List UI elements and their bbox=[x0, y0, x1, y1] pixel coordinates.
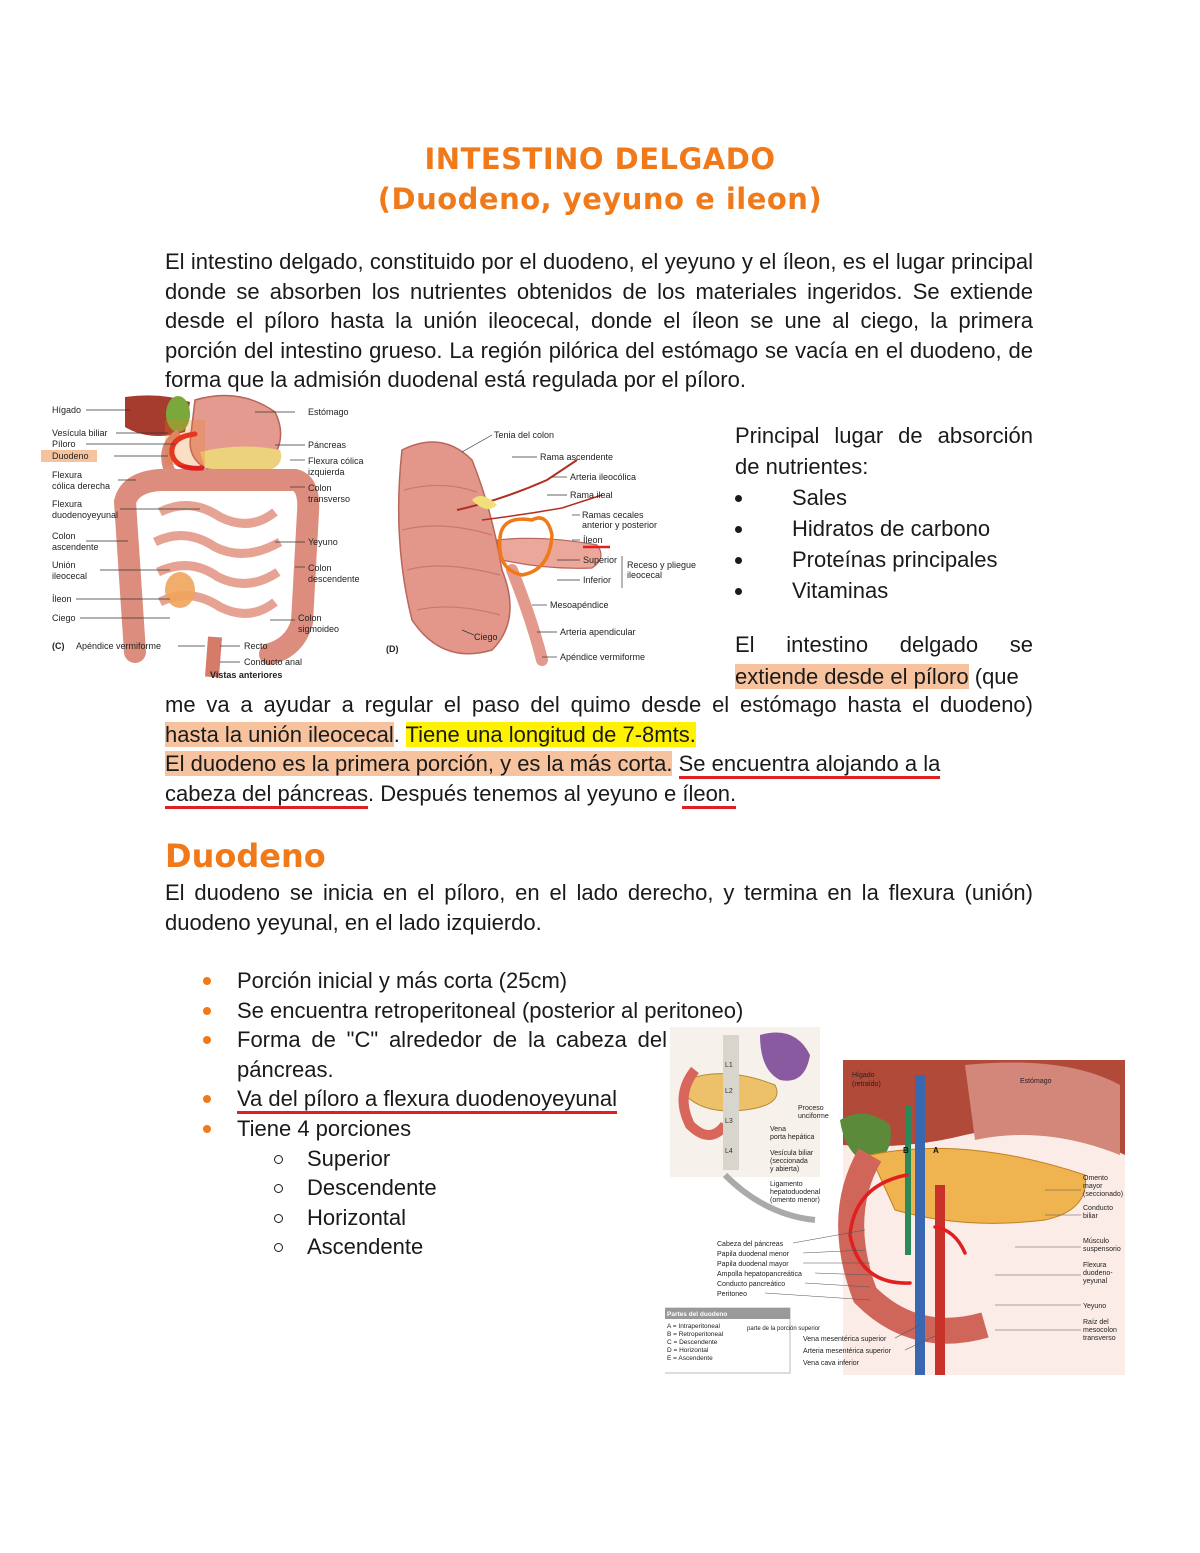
figure-c-illustration bbox=[40, 392, 380, 682]
parts-box-row: E = Ascendente bbox=[667, 1355, 713, 1362]
region-letter: A bbox=[933, 1146, 939, 1155]
fig-c-label: Colon bbox=[52, 531, 76, 541]
fig-c-label: Ciego bbox=[52, 613, 76, 623]
figure-d-illustration bbox=[382, 420, 717, 680]
fig-e-label: Omento bbox=[1083, 1175, 1108, 1182]
fig-c-label: Colon bbox=[308, 563, 332, 573]
vertebra-label: L2 bbox=[725, 1088, 733, 1095]
list-item: Proteínas principales bbox=[735, 544, 1033, 575]
fig-e-label: y abierta) bbox=[770, 1166, 800, 1173]
absorption-box bbox=[735, 420, 1033, 606]
colon-shape bbox=[125, 480, 308, 654]
fig-e-label: Hígado bbox=[852, 1072, 875, 1079]
parts-box-note: parte de la porción superior bbox=[747, 1326, 821, 1332]
fig-d-label: Superior bbox=[583, 555, 618, 565]
fig-e-label: biliar bbox=[1083, 1213, 1098, 1220]
fig-d-label: Ciego bbox=[474, 632, 498, 642]
fig-e-label: Flexura bbox=[1083, 1262, 1107, 1269]
intro-paragraph: El intestino delgado, constituido por el duodeno, el yeyuno y el íleon, es el lugar principal donde se absorben los nutrientes obtenidos de los materiales ingeridos. Se extiende desde el píloro hasta la unión ileocecal, donde el íleon se une al ciego, la primera porción del intestino grueso. La región pilórica del estómago se vacía en el duodeno, de forma que la admisión duodenal está regulada por el píloro. bbox=[165, 249, 1033, 393]
fig-d-label: Ramas cecales bbox=[582, 510, 644, 520]
fig-e-label: Peritoneo bbox=[717, 1291, 747, 1298]
fig-e-label: yeyunal bbox=[1083, 1278, 1108, 1285]
highlight-union: hasta la unión ileocecal bbox=[165, 721, 394, 747]
highlight-extiende: extiende desde el píloro bbox=[735, 664, 969, 689]
underline-alojando: Se encuentra alojando a la bbox=[679, 751, 941, 779]
fig-c-label: descendente bbox=[308, 574, 360, 584]
fig-c-label: Flexura bbox=[52, 499, 83, 509]
list-item: Tiene 4 porciones bbox=[200, 1114, 650, 1144]
fig-e-label: (retraído) bbox=[852, 1081, 881, 1088]
artery-shape bbox=[935, 1185, 945, 1375]
fig-c-label: Unión bbox=[52, 560, 76, 570]
fig-e-label: Yeyuno bbox=[1083, 1303, 1107, 1310]
fig-e-label: Vesícula biliar bbox=[770, 1150, 814, 1157]
fig-e-label: mayor bbox=[1083, 1183, 1103, 1190]
fig-e-label: Papila duodenal menor bbox=[717, 1251, 789, 1258]
list-item: Porción inicial y más corta (25cm) bbox=[200, 966, 650, 996]
section-heading-duodeno: Duodeno bbox=[165, 837, 326, 875]
fig-e-label: porta hepática bbox=[770, 1134, 815, 1141]
fig-e-label: (seccionada bbox=[770, 1158, 808, 1165]
sub-list-item: Horizontal bbox=[200, 1203, 650, 1233]
fig-c-label: sigmoideo bbox=[298, 624, 340, 634]
fig-d-label: Inferior bbox=[583, 575, 612, 585]
fig-e-label: Vena mesentérica superior bbox=[803, 1336, 887, 1343]
absorption-lead: Principal lugar de absorción de nutrientes: bbox=[735, 423, 1033, 479]
circle-bullet-icon bbox=[274, 1214, 283, 1223]
parts-box-row: D = Horizontal bbox=[667, 1347, 709, 1354]
bullet-icon bbox=[203, 1095, 211, 1103]
fig-e-label: Conducto bbox=[1083, 1205, 1113, 1212]
fig-d-label: Arteria apendicular bbox=[560, 627, 636, 637]
underline-cabeza: cabeza del páncreas bbox=[165, 781, 368, 809]
duodeno-intro: El duodeno se inicia en el píloro, en el lado derecho, y termina en la flexura (unión) duodeno yeyunal, en el lado izquierdo. bbox=[165, 880, 1033, 935]
fig-e-label: Vena bbox=[770, 1126, 786, 1133]
fig-e-label: duodeno- bbox=[1083, 1270, 1113, 1277]
fig-e-label: Proceso bbox=[798, 1105, 824, 1112]
fig-d-label: Mesoapéndice bbox=[550, 600, 609, 610]
fig-c-label: Colon bbox=[298, 613, 322, 623]
sub-list-item: Ascendente bbox=[200, 1232, 650, 1262]
fig-e-label: Músculo bbox=[1083, 1238, 1110, 1245]
fig-e-label: Estómago bbox=[1020, 1078, 1052, 1085]
circle-bullet-icon bbox=[274, 1243, 283, 1252]
bullet-icon bbox=[735, 526, 742, 533]
bullet-icon bbox=[203, 1036, 211, 1044]
list-item: Hidratos de carbono bbox=[735, 513, 1033, 544]
fig-e-label: suspensorio bbox=[1083, 1246, 1121, 1253]
bullet-icon bbox=[203, 977, 211, 985]
fig-e-label: Vena cava inferior bbox=[803, 1360, 860, 1367]
parts-box-row: A = Intraperitoneal bbox=[667, 1323, 720, 1330]
figure-e-illustration bbox=[665, 1025, 1135, 1375]
region-letter: B bbox=[903, 1146, 909, 1155]
bile-duct-shape bbox=[905, 1105, 911, 1255]
list-item bbox=[200, 1084, 650, 1114]
fig-d-label: Tenia del colon bbox=[494, 430, 555, 440]
underline-ileon: íleon. bbox=[682, 781, 736, 809]
fig-d-label: anterior y posterior bbox=[582, 520, 658, 530]
extent-paragraph: me va a ayudar a regular el paso del quimo desde el estómago hasta el duodeno) hasta la unión ileocecal. Tiene una longitud de 7-8mts. El duodeno es la primera porción, y es la más corta. Se encuentra alojando a la cabeza del páncreas. Después tenemos al yeyuno e íleon. bbox=[165, 690, 1033, 808]
bullet-icon bbox=[735, 557, 742, 564]
fig-d-label: Apéndice vermiforme bbox=[560, 652, 646, 662]
parts-box-title: Partes del duodeno bbox=[667, 1311, 728, 1318]
circle-bullet-icon bbox=[274, 1184, 283, 1193]
extent-line-1: El intestino delgado se bbox=[735, 632, 1033, 657]
fig-c-label: Páncreas bbox=[308, 440, 347, 450]
fig-c-label: transverso bbox=[308, 494, 351, 504]
fig-d-label: Receso y pliegue bbox=[627, 560, 697, 570]
fig-d-panel: (D) bbox=[386, 644, 399, 654]
list-item: Sales bbox=[735, 482, 1033, 513]
page-subtitle: (Duodeno, yeyuno e ileon) bbox=[377, 182, 823, 216]
fig-c-label: Conducto anal bbox=[244, 657, 303, 667]
fig-c-panel: (C) bbox=[52, 641, 65, 651]
underline-flexura: Va del píloro a flexura duodenoyeyunal bbox=[237, 1086, 617, 1114]
fig-c-label: Estómago bbox=[308, 407, 349, 417]
fig-e-label: Arteria mesentérica superior bbox=[803, 1348, 891, 1355]
bullet-icon bbox=[735, 495, 742, 502]
circle-bullet-icon bbox=[274, 1155, 283, 1164]
fig-c-label: Vesícula biliar bbox=[52, 428, 108, 438]
fig-d-label: ileocecal bbox=[627, 570, 663, 580]
fig-c-label: ascendente bbox=[52, 542, 99, 552]
fig-e-label: transverso bbox=[1083, 1335, 1116, 1342]
fig-e-label: mesocolon bbox=[1083, 1327, 1117, 1334]
fig-c-label: Hígado bbox=[52, 405, 82, 415]
fig-c-label: Recto bbox=[244, 641, 268, 651]
fig-d-label: Íleon bbox=[583, 535, 603, 545]
fig-c-label: Colon bbox=[308, 483, 332, 493]
extent-line-2: extiende desde el píloro (que bbox=[735, 664, 1019, 689]
parts-box-row: B = Retroperitoneal bbox=[667, 1331, 724, 1338]
fig-c-label: ileocecal bbox=[52, 571, 88, 581]
page-title: INTESTINO DELGADO bbox=[424, 142, 776, 176]
fig-c-label: izquierda bbox=[308, 467, 345, 477]
absorption-list bbox=[735, 482, 1033, 606]
parts-box-row: C = Descendente bbox=[667, 1339, 718, 1346]
fig-e-label: Papila duodenal mayor bbox=[717, 1261, 789, 1268]
fig-c-label: Yeyuno bbox=[308, 537, 338, 547]
fig-c-label: Píloro bbox=[52, 439, 76, 449]
bullet-icon bbox=[203, 1125, 211, 1133]
cecum-highlight bbox=[165, 572, 195, 608]
vertebra-label: L3 bbox=[725, 1118, 733, 1125]
bullet-icon bbox=[203, 1007, 211, 1015]
fig-d-label: Arteria ileocólica bbox=[570, 472, 637, 482]
fig-c-label: Íleon bbox=[52, 594, 72, 604]
fig-c-label: cólica derecha bbox=[52, 481, 111, 491]
figure-d-ileocecal bbox=[382, 420, 717, 680]
fig-e-label: Ligamento bbox=[770, 1181, 803, 1188]
fig-c-label: duodenoyeyunal bbox=[52, 510, 119, 520]
fig-e-label: unciforme bbox=[798, 1113, 829, 1120]
fig-e-label: (seccionado) bbox=[1083, 1191, 1124, 1198]
appendix-shape bbox=[512, 570, 542, 660]
sub-list-item: Superior bbox=[200, 1144, 650, 1174]
vertebra-label: L1 bbox=[725, 1062, 733, 1069]
pancreas-shape bbox=[200, 446, 281, 470]
vertebra-label: L4 bbox=[725, 1148, 733, 1155]
fig-e-label: (omento menor) bbox=[770, 1197, 820, 1204]
fig-c-caption: Vistas anteriores bbox=[210, 670, 283, 680]
fig-e-label: Cabeza del páncreas bbox=[717, 1241, 784, 1248]
list-item: Forma de "C" alrededor de la cabeza del páncreas. bbox=[200, 1025, 667, 1084]
fig-c-label: Flexura bbox=[52, 470, 83, 480]
orange-highlight-duodenum bbox=[165, 420, 205, 465]
figure-c-digestive-tract bbox=[40, 392, 380, 682]
fig-c-label: Apéndice vermiforme bbox=[76, 641, 162, 651]
cecum-colon-shape bbox=[399, 442, 510, 654]
fig-e-label: hepatoduodenal bbox=[770, 1189, 821, 1196]
bullet-icon bbox=[735, 588, 742, 595]
fig-e-label: Conducto pancreático bbox=[717, 1281, 786, 1288]
fig-c-label: Flexura cólica bbox=[308, 456, 364, 466]
sub-list-item: Descendente bbox=[200, 1173, 650, 1203]
fig-c-label: Duodeno bbox=[52, 451, 89, 461]
fig-e-label: Ampolla hepatopancreática bbox=[717, 1271, 802, 1278]
fig-d-label: Rama ileal bbox=[570, 490, 613, 500]
fig-d-label: Rama ascendente bbox=[540, 452, 614, 462]
list-item: Vitaminas bbox=[735, 575, 1033, 606]
list-item: Se encuentra retroperitoneal (posterior al peritoneo) bbox=[200, 996, 857, 1026]
fig-e-label: Raíz del bbox=[1083, 1319, 1109, 1326]
highlight-longitud: Tiene una longitud de 7-8mts. bbox=[405, 721, 696, 747]
vein-shape bbox=[915, 1075, 925, 1375]
highlight-primera-porcion: El duodeno es la primera porción, y es la más corta. bbox=[165, 751, 673, 777]
figure-e-duodenum bbox=[665, 1025, 1135, 1375]
